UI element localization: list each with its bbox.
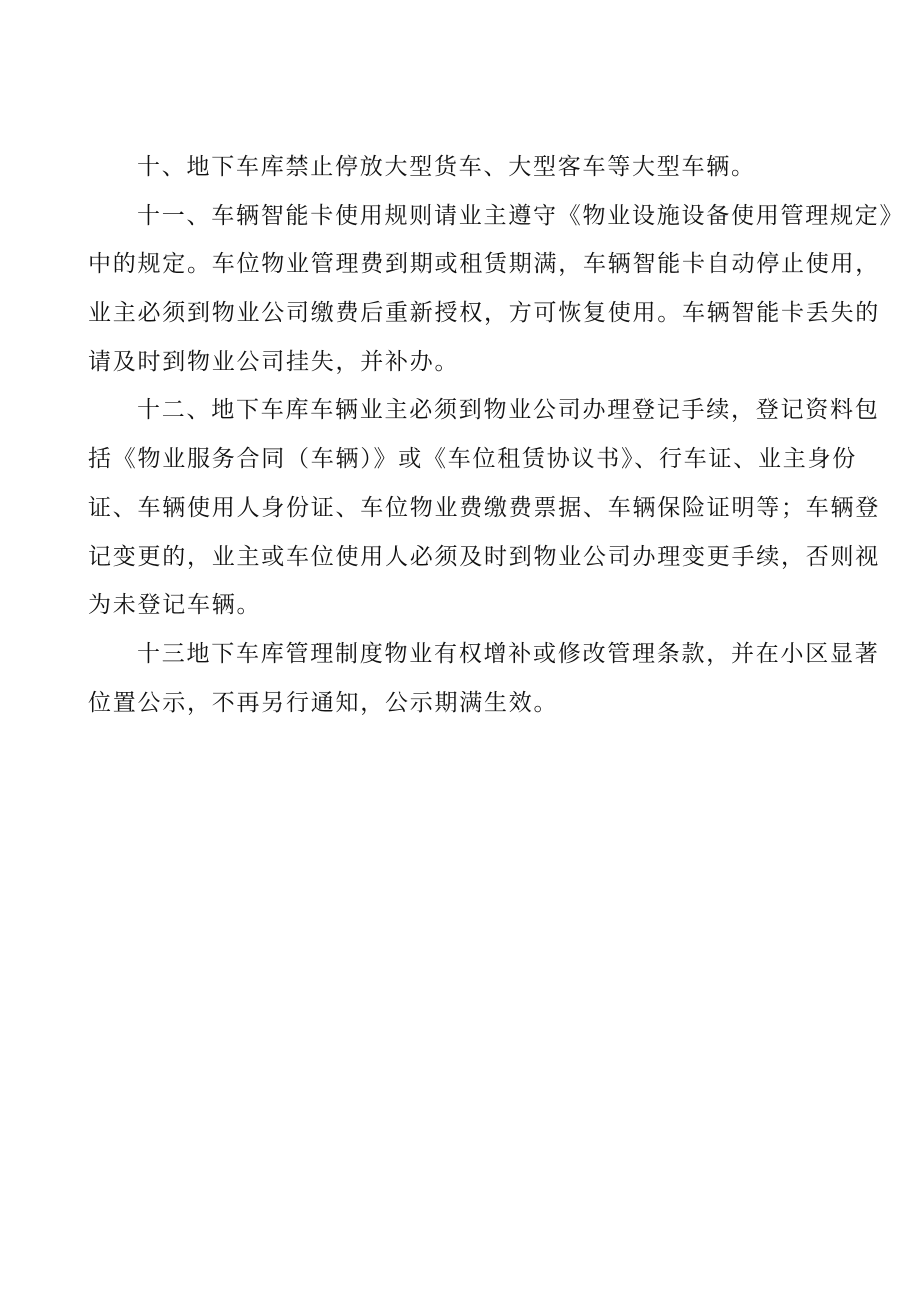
text-line: 请及时到物业公司挂失，并补办。	[88, 348, 460, 375]
text-line: 十三地下车库管理制度物业有权增补或修改管理条款，并在小区显著	[137, 640, 880, 667]
paragraph-12	[88, 386, 880, 629]
text-line: 位置公示，不再另行通知，公示期满生效。	[88, 689, 559, 716]
text-line: 中的规定。车位物业管理费到期或租赁期满，车辆智能卡自动停止使用，	[88, 251, 880, 278]
text-line: 记变更的，业主或车位使用人必须及时到物业公司办理变更手续，否则视	[88, 543, 880, 570]
text-line: 括《物业服务合同（车辆）》或《车位租赁协议书》、行车证、业主身份	[88, 446, 857, 473]
text-line: 十一、车辆智能卡使用规则请业主遵守《物业设施设备使用管理规定》	[137, 202, 905, 229]
text-line: 证、车辆使用人身份证、车位物业费缴费票据、车辆保险证明等；车辆登	[88, 494, 880, 521]
text-line: 十二、地下车库车辆业主必须到物业公司办理登记手续，登记资料包	[137, 397, 880, 424]
text-line: 十、地下车库禁止停放大型货车、大型客车等大型车辆。	[137, 154, 756, 180]
text-line: 业主必须到物业公司缴费后重新授权，方可恢复使用。车辆智能卡丢失的	[88, 300, 880, 327]
paragraph-13	[88, 630, 880, 727]
paragraph-10	[88, 143, 848, 192]
document-body	[88, 143, 905, 727]
paragraph-11	[88, 192, 905, 387]
text-line: 为未登记车辆。	[88, 592, 262, 619]
